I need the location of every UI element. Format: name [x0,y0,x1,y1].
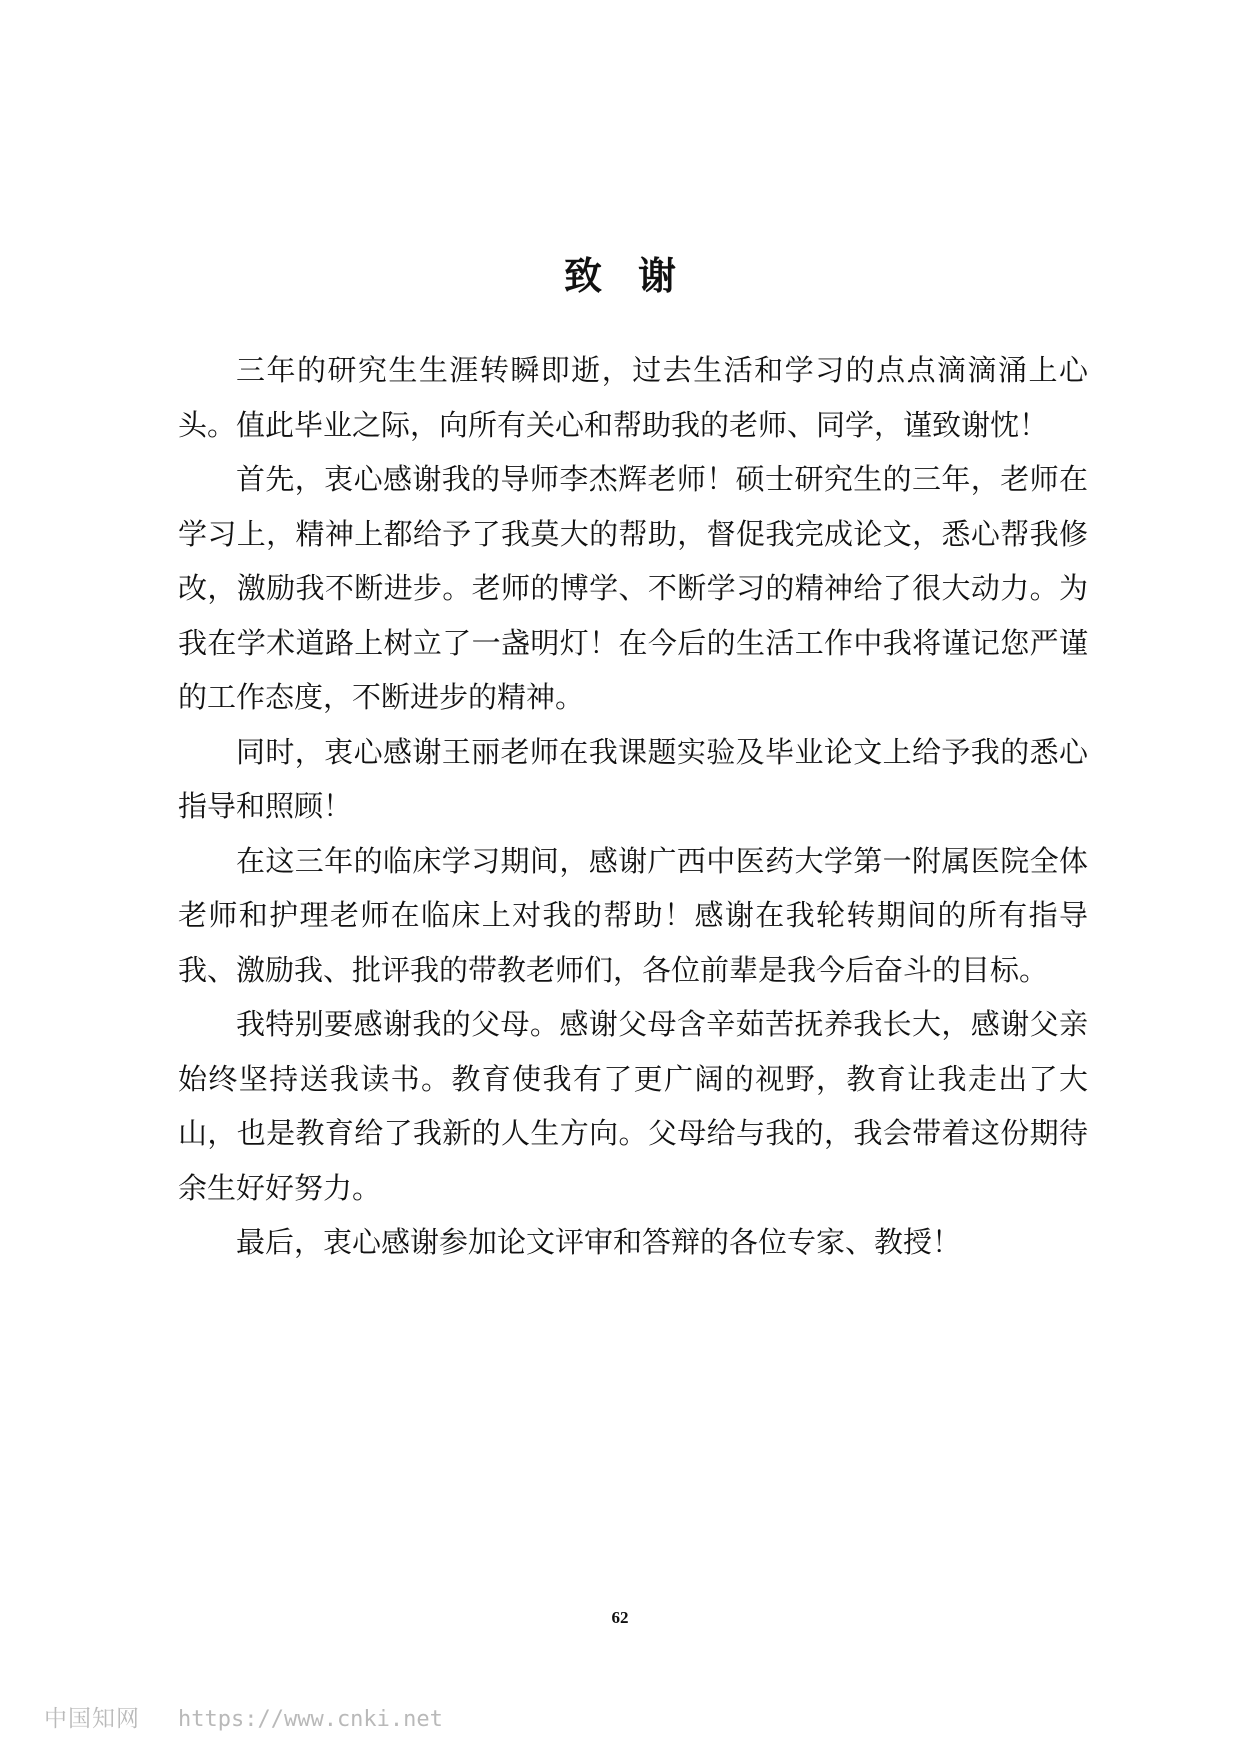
watermark-url: https://www.cnki.net [178,1707,443,1732]
paragraph: 在这三年的临床学习期间，感谢广西中医药大学第一附属医院全体老师和护理老师在临床上对我的帮助！感谢在我轮转期间的所有指导我、激励我、批评我的带教老师们，各位前辈是我今后奋斗的目标。 [178,843,1088,987]
paragraph: 同时，衷心感谢王丽老师在我课题实验及毕业论文上给予我的悉心指导和照顾！ [178,734,1088,823]
paragraph: 三年的研究生生涯转瞬即逝，过去生活和学习的点点滴滴涌上心头。值此毕业之际，向所有关心和帮助我的老师、同学，谨致谢忱！ [178,353,1088,442]
page-title: 致谢 [563,254,712,299]
paragraph: 最后，衷心感谢参加论文评审和答辩的各位专家、教授！ [236,1225,962,1259]
page-number: 62 [611,1608,629,1627]
paragraph: 首先，衷心感谢我的导师李杰辉老师！硕士研究生的三年，老师在学习上，精神上都给予了我莫大的帮助，督促我完成论文，悉心帮我修改，激励我不断进步。老师的博学、不断学习的精神给了很大动力。为我在学术道路上树立了一盏明灯！在今后的生活工作中我将谨记您严谨的工作态度，不断进步的精神。 [178,462,1088,714]
watermark [44,1700,443,1733]
watermark-logo: 中国知网 [44,1706,140,1732]
paragraph: 我特别要感谢我的父母。感谢父母含辛茹苦抚养我长大，感谢父亲始终坚持送我读书。教育使我有了更广阔的视野，教育让我走出了大山，也是教育给了我新的人生方向。父母给与我的，我会带着这份期待余生好好努力。 [178,1007,1088,1205]
acknowledgement-body [178,343,1088,1270]
